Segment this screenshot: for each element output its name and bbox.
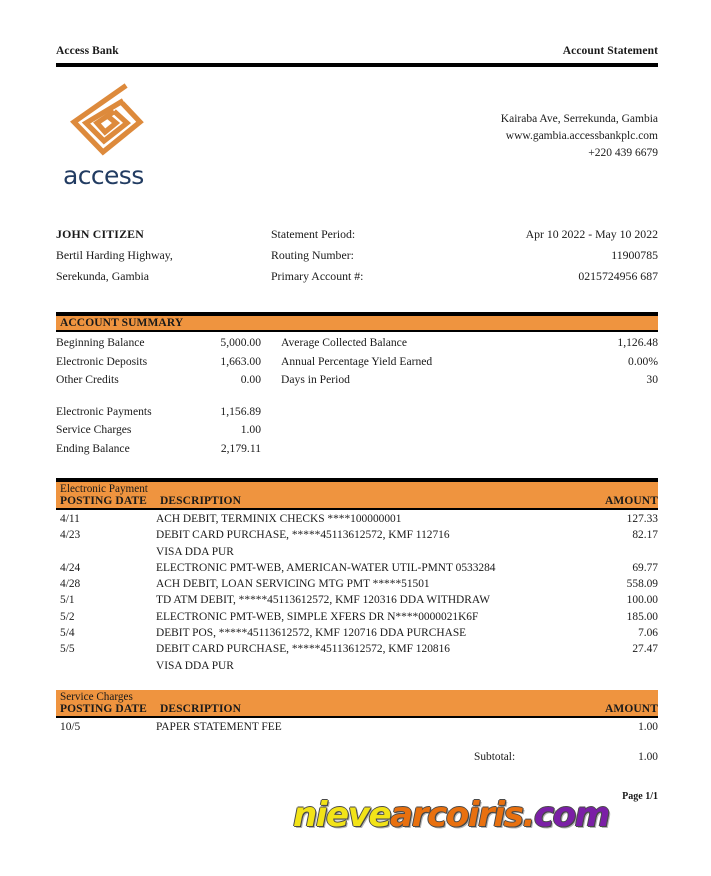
row-date: 4/28 [60, 578, 81, 591]
summary-row [56, 421, 658, 440]
row-amount: 558.09 [626, 578, 658, 591]
electronic-payment-section [56, 478, 658, 703]
customer-and-statement-meta [56, 224, 658, 287]
table-row [56, 609, 658, 625]
customer-address-line2: Serekunda, Gambia [56, 269, 150, 283]
average-collected-balance-value: 1,126.48 [617, 336, 658, 349]
meta-row [56, 245, 658, 266]
row-date: 5/1 [60, 594, 75, 607]
bank-address [501, 111, 658, 162]
row-amount-empty [566, 658, 658, 674]
service-charges-title: Service Charges [60, 691, 133, 703]
row-description: ACH DEBIT, TERMINIX CHECKS ****100000001 [156, 513, 402, 525]
row-amount: 100.00 [626, 594, 658, 607]
service-charges-section [56, 690, 658, 766]
site-watermark [293, 795, 609, 835]
row-description: TD ATM DEBIT, *****45113612572, KMF 120316 DDA WITHDRAW [156, 594, 490, 607]
watermark-part-1: nieve [293, 795, 391, 835]
header-doc-type: Account Statement [562, 45, 658, 57]
watermark-part-3: com [534, 795, 609, 835]
table-row [56, 592, 658, 608]
summary-row [56, 353, 658, 372]
other-credits-value: 0.00 [240, 373, 261, 386]
beginning-balance-label: Beginning Balance [56, 336, 145, 349]
bank-logo [62, 82, 192, 190]
row-date: 4/23 [60, 529, 81, 542]
other-credits-label: Other Credits [56, 373, 119, 386]
electronic-payment-rows [56, 510, 658, 703]
service-charges-subtotal [56, 735, 658, 765]
table-row [56, 527, 658, 543]
service-charges-column-headers [56, 703, 658, 716]
column-header-description: DESCRIPTION [160, 495, 241, 507]
primary-account-label: Primary Account #: [271, 269, 364, 283]
statement-period-value: Apr 10 2022 - May 10 2022 [525, 227, 658, 241]
column-header-amount: AMOUNT [605, 703, 658, 715]
summary-row [56, 403, 658, 422]
row-date-empty [56, 658, 156, 674]
beginning-balance-value: 5,000.00 [220, 336, 261, 349]
row-amount: 7.06 [638, 627, 658, 640]
row-amount: 82.17 [632, 529, 658, 542]
customer-name: JOHN CITIZEN [56, 227, 144, 241]
apy-earned-label: Annual Percentage Yield Earned [281, 354, 433, 368]
bank-address-line1: Kairaba Ave, Serrekunda, Gambia [500, 113, 658, 125]
summary-row [56, 440, 658, 459]
electronic-payment-column-headers [56, 495, 658, 508]
subtotal-value: 1.00 [638, 751, 658, 764]
routing-number-label: Routing Number: [271, 248, 354, 262]
account-summary-section [56, 312, 658, 458]
row-date: 4/24 [60, 561, 81, 574]
page-number: Page 1/1 [622, 791, 658, 802]
row-amount: 127.33 [626, 513, 658, 525]
table-row-continuation [56, 658, 658, 674]
header-bank-name: Access Bank [56, 45, 119, 57]
column-header-posting-date: POSTING DATE [60, 495, 147, 507]
electronic-deposits-value: 1,663.00 [220, 354, 261, 368]
average-collected-balance-label: Average Collected Balance [281, 336, 407, 349]
row-amount: 69.77 [632, 561, 658, 574]
ending-balance-value: 2,179.11 [220, 441, 261, 455]
routing-number-value: 11900785 [611, 248, 658, 262]
electronic-payment-header-bar [56, 482, 658, 508]
electronic-payments-value: 1,156.89 [220, 404, 261, 418]
row-date: 5/4 [60, 627, 75, 640]
table-row [56, 511, 658, 527]
meta-row [56, 224, 658, 245]
row-description-line2: VISA DDA PUR [156, 659, 234, 672]
days-in-period-label: Days in Period [281, 373, 350, 386]
table-row-continuation [56, 544, 658, 560]
summary-spacer [56, 390, 658, 403]
header-divider [56, 63, 658, 67]
service-charges-header-bar [56, 690, 658, 716]
service-charges-label: Service Charges [56, 423, 132, 436]
watermark-part-2: arcoiris. [390, 795, 535, 835]
summary-title-bar [56, 316, 658, 330]
row-description: DEBIT POS, *****45113612572, KMF 120716 DDA PURCHASE [156, 627, 467, 640]
electronic-deposits-label: Electronic Deposits [56, 354, 148, 368]
row-description: ACH DEBIT, LOAN SERVICING MTG PMT *****51501 [156, 578, 430, 591]
row-description: DEBIT CARD PURCHASE, *****45113612572, KMF 120816 [156, 643, 450, 656]
row-description: ELECTRONIC PMT-WEB, AMERICAN-WATER UTIL-PMNT 0533284 [156, 561, 496, 574]
table-row [56, 719, 658, 735]
bank-address-line2: www.gambia.accessbankplc.com [505, 130, 658, 142]
row-description: ELECTRONIC PMT-WEB, SIMPLE XFERS DR N****0000021K6F [156, 610, 479, 623]
row-amount: 185.00 [626, 610, 658, 623]
row-description-line2: VISA DDA PUR [156, 545, 234, 558]
row-amount-empty [566, 544, 658, 560]
account-summary-body [56, 332, 658, 458]
ending-balance-label: Ending Balance [56, 441, 130, 455]
table-row [56, 641, 658, 657]
row-amount: 1.00 [638, 721, 658, 733]
days-in-period-value: 30 [646, 373, 658, 386]
column-header-description: DESCRIPTION [160, 703, 241, 715]
electronic-payment-title: Electronic Payment [60, 483, 148, 495]
row-date: 5/2 [60, 610, 75, 623]
table-row [56, 560, 658, 576]
service-charges-rows [56, 718, 658, 766]
statement-period-label: Statement Period: [271, 227, 356, 241]
bank-wordmark: access [63, 161, 144, 190]
row-description: PAPER STATEMENT FEE [156, 721, 282, 733]
column-header-posting-date: POSTING DATE [60, 703, 147, 715]
document-header [56, 45, 658, 57]
electronic-payments-label: Electronic Payments [56, 404, 152, 418]
access-diamond-spiral-icon [64, 82, 148, 160]
row-description: DEBIT CARD PURCHASE, *****45113612572, KMF 112716 [156, 529, 450, 542]
primary-account-value: 0215724956 687 [578, 269, 658, 283]
row-date: 4/11 [60, 513, 80, 525]
account-summary-title: ACCOUNT SUMMARY [60, 317, 184, 329]
row-amount: 27.47 [632, 643, 658, 656]
summary-row [56, 371, 658, 390]
table-row [56, 576, 658, 592]
table-row [56, 625, 658, 641]
meta-row [56, 266, 658, 287]
row-date: 5/5 [60, 643, 75, 656]
row-date: 10/5 [60, 721, 81, 733]
column-header-amount: AMOUNT [605, 495, 658, 507]
row-date-empty [56, 544, 156, 560]
summary-row [56, 334, 658, 353]
apy-earned-value: 0.00% [628, 354, 658, 368]
subtotal-label: Subtotal: [474, 751, 516, 764]
bank-phone: +220 439 6679 [588, 147, 658, 159]
service-charges-value: 1.00 [240, 423, 261, 436]
brand-and-address [56, 82, 658, 192]
customer-address-line1: Bertil Harding Highway, [56, 248, 173, 262]
